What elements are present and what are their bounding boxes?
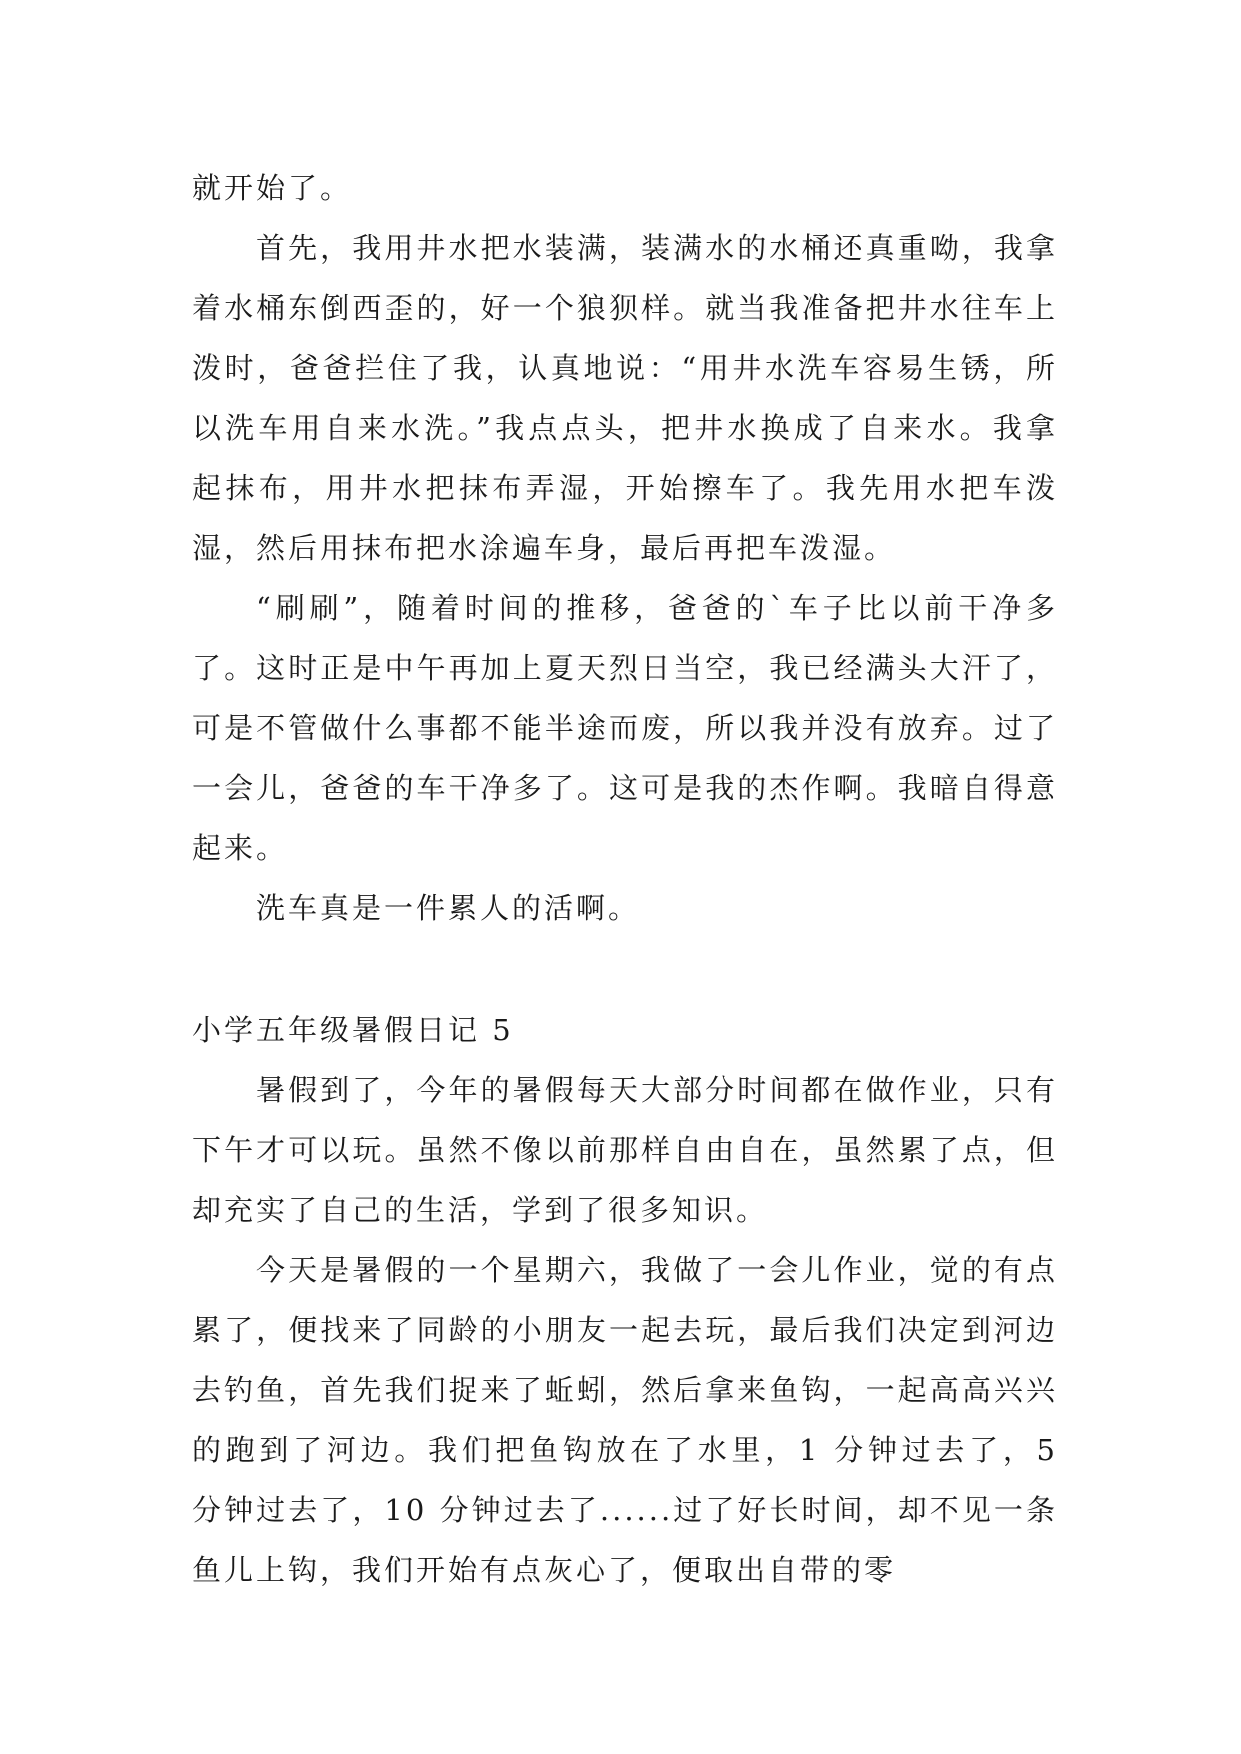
paragraph: 暑假到了，今年的暑假每天大部分时间都在做作业，只有下午才可以玩。虽然不像以前那样自由自在，虽然累了点，但却充实了自己的生活，学到了很多知识。 [192, 1073, 1058, 1227]
paragraph: 首先，我用井水把水装满，装满水的水桶还真重呦，我拿着水桶东倒西歪的，好一个狼狈样。就当我准备把井水往车上泼时，爸爸拦住了我，认真地说：“用井水洗车容易生锈，所以洗车用自来水洗。”我点点头，把井水换成了自来水。我拿起抹布，用井水把抹布弄湿，开始擦车了。我先用水把车泼湿，然后用抹布把水涂遍车身，最后再把车泼湿。 [192, 231, 1058, 565]
paragraph: 就开始了。 [192, 171, 353, 205]
section-spacer [192, 938, 1058, 1000]
section-title: 小学五年级暑假日记 5 [192, 1013, 514, 1047]
paragraph: 洗车真是一件累人的活啊。 [256, 891, 641, 925]
paragraph: 今天是暑假的一个星期六，我做了一会儿作业，觉的有点累了，便找来了同龄的小朋友一起去玩，最后我们决定到河边去钓鱼，首先我们捉来了蚯蚓，然后拿来鱼钩，一起高高兴兴的跑到了河边。我们把鱼钩放在了水里，1 分钟过去了，5 分钟过去了，10 分钟过去了......过了好长时间，却不见一条鱼儿上钩，我们开始有点灰心了，便取出自带的零 [192, 1253, 1058, 1587]
document-page [192, 158, 1058, 1600]
paragraph: “刷刷”，随着时间的推移，爸爸的`车子比以前干净多了。这时正是中午再加上夏天烈日当空，我已经满头大汗了，可是不管做什么事都不能半途而废，所以我并没有放弃。过了一会儿，爸爸的车干净多了。这可是我的杰作啊。我暗自得意起来。 [192, 591, 1058, 865]
